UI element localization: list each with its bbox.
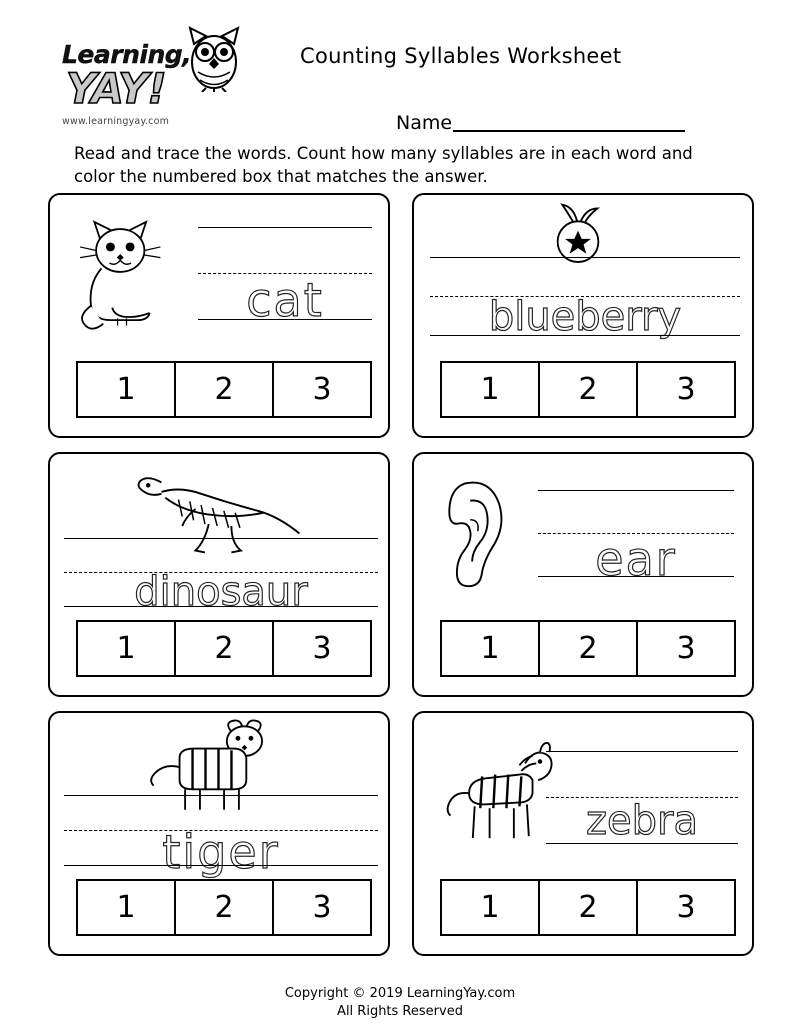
site-logo [48,16,263,134]
number-box-3[interactable]: 3 [676,372,696,407]
rule-line-top [430,257,740,258]
ear-icon [436,476,512,590]
cat-icon [64,213,189,338]
number-box-1[interactable]: 1 [442,363,540,416]
copyright-line: Copyright © 2019 LearningYay.com [284,986,516,1001]
instructions-text: Read and trace the words. Count how many syllables are in each word and color the numbered box that matches the answer. [74,144,693,186]
name-field-row [396,112,685,134]
page-footer [0,985,800,1021]
rule-line-top [198,227,372,228]
traceable-word[interactable]: dinosaur [134,569,308,615]
logo-text-yay: YAY! [66,64,166,113]
item-illustration-area [414,713,752,885]
traceable-word[interactable]: cat [246,273,324,327]
rule-line-top [538,490,734,491]
logo-url: www.learningyay.com [62,116,170,127]
number-box-1[interactable]: 1 [78,881,176,934]
item-illustration-area [50,195,388,367]
number-box-2[interactable]: 2 [540,363,638,416]
number-box-3[interactable]: 3 [676,631,696,666]
number-box-3[interactable]: 3 [312,372,332,407]
item-illustration-area [50,713,388,885]
number-box-2[interactable]: 2 [176,363,274,416]
tracing-lines [430,257,740,340]
number-box-2[interactable]: 2 [540,881,638,934]
logo-text-learning: Learning, [62,40,192,69]
rule-line-top [64,538,378,539]
number-box-1[interactable]: 1 [78,622,176,675]
number-box-2[interactable]: 2 [540,622,638,675]
number-box-3[interactable]: 3 [312,631,332,666]
item-illustration-area [414,195,752,367]
worksheet-item-zebra [412,711,754,956]
tracing-lines [64,538,378,615]
number-choice-boxes [76,620,372,677]
traceable-word[interactable]: zebra [586,798,698,844]
page-title: Counting Syllables Worksheet [300,44,622,68]
number-choice-boxes [76,361,372,418]
number-box-2[interactable]: 2 [176,622,274,675]
number-box-1[interactable]: 1 [78,363,176,416]
traceable-word[interactable]: tiger [162,825,280,879]
name-label: Name [396,112,453,134]
number-box-3[interactable]: 3 [312,890,332,925]
number-box-1[interactable]: 1 [442,881,540,934]
page-header [0,0,800,186]
number-box-2[interactable]: 2 [176,881,274,934]
worksheet-item-blueberry [412,193,754,438]
number-choice-boxes [440,361,736,418]
rule-line-top [64,795,378,796]
tracing-lines [546,751,738,845]
rights-line: All Rights Reserved [337,1004,463,1019]
traceable-word[interactable]: blueberry [488,294,682,340]
owl-icon [180,20,248,92]
worksheet-item-dinosaur [48,452,390,697]
tracing-lines [64,795,378,879]
number-choice-boxes [440,879,736,936]
number-choice-boxes [440,620,736,677]
number-box-3[interactable]: 3 [676,890,696,925]
worksheet-item-tiger [48,711,390,956]
rule-line-top [546,751,738,752]
number-box-1[interactable]: 1 [442,622,540,675]
worksheet-item-cat [48,193,390,438]
worksheet-item-ear [412,452,754,697]
tracing-lines [198,227,372,327]
item-illustration-area [414,454,752,626]
traceable-word[interactable]: ear [595,532,677,586]
number-choice-boxes [76,879,372,936]
tracing-lines [538,490,734,586]
worksheet-grid [48,193,754,956]
name-input[interactable] [453,114,685,132]
item-illustration-area [50,454,388,626]
